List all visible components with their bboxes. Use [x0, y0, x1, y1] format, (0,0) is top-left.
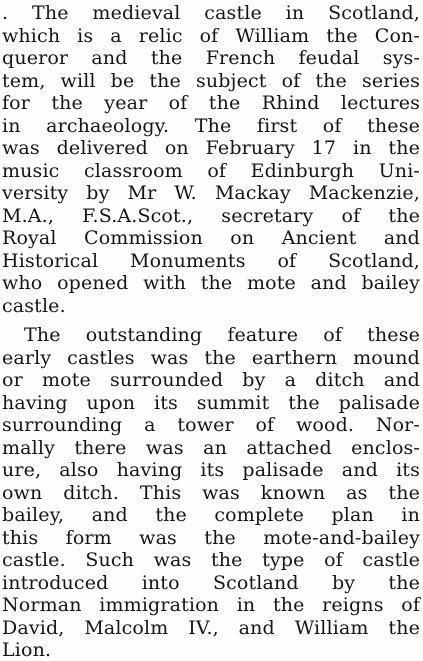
text-line: own ditch. This was known as the — [2, 481, 420, 504]
text-line: castle. Such was the type of castle — [2, 549, 420, 571]
text-line: or mote surrounded by a ditch and — [2, 369, 420, 391]
text-line: Lion. — [2, 639, 52, 661]
text-line: David, Malcolm IV., and William the — [2, 616, 420, 639]
text-line: versity by Mr W. Mackay Mackenzie, — [2, 182, 420, 204]
text-line: castle. — [2, 294, 66, 317]
text-line: M.A., F.S.A.Scot., secretary of the — [2, 204, 420, 227]
text-line: having upon its summit the palisade — [2, 391, 420, 414]
text-line: mally there was an attached enclos- — [2, 436, 420, 459]
text-line: in archaeology. The first of these — [2, 114, 420, 137]
text-line: was delivered on February 17 in the — [2, 137, 420, 159]
text-line: music classroom of Edinburgh Uni- — [2, 159, 420, 182]
article-paragraph-1 — [2, 2, 420, 317]
text-line: Historical Monuments of Scotland, — [2, 249, 420, 272]
text-line: who opened with the mote and bailey — [2, 272, 420, 294]
article-paragraph-2 — [2, 324, 420, 661]
text-line: for the year of the Rhind lectures — [2, 92, 420, 114]
text-line: which is a relic of William the Con- — [2, 24, 420, 47]
text-line: bailey, and the complete plan in — [2, 504, 420, 526]
text-line: this form was the mote-and-bailey — [2, 526, 420, 549]
text-line: queror and the French feudal sys- — [2, 47, 420, 69]
text-line: surrounding a tower of wood. Nor- — [2, 414, 420, 436]
text-line: Norman immigration in the reigns of — [2, 594, 420, 616]
text-line: . The medieval castle in Scotland, — [2, 2, 420, 24]
text-line: early castles was the earthern mound — [2, 346, 420, 369]
text-line: ure, also having its palisade and its — [2, 459, 420, 481]
text-line: Royal Commission on Ancient and — [2, 227, 420, 249]
text-line: The outstanding feature of these — [24, 324, 420, 346]
text-line: introduced into Scotland by the — [2, 571, 420, 594]
text-line: tem, will be the subject of the series — [2, 69, 420, 92]
